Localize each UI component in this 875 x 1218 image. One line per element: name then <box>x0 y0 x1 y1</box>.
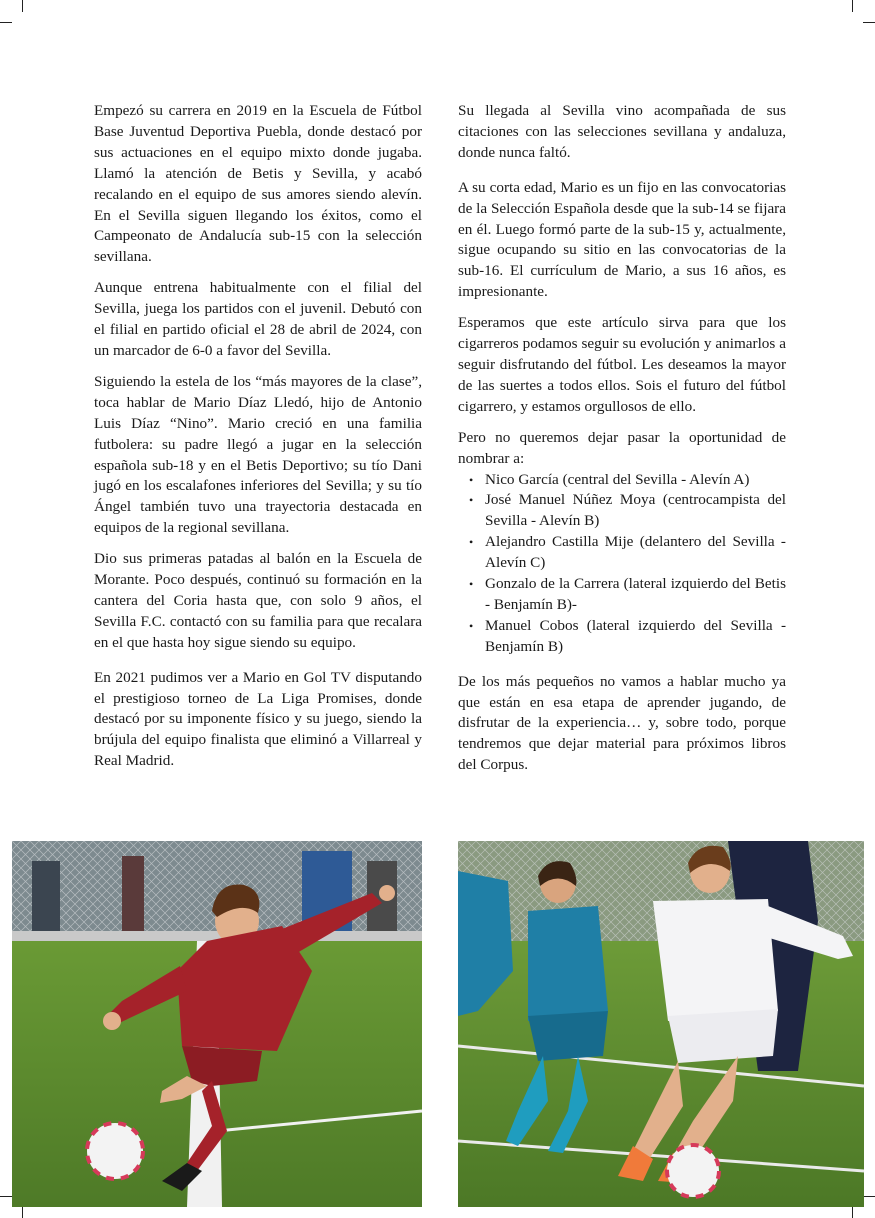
crop-mark-top-right-h <box>863 22 875 23</box>
paragraph-career-start: Empezó su carrera en 2019 en la Escuela de Fútbol Base Juventud Deportiva Puebla, donde destacó por sus actuaciones en el equipo mixto donde jugaba. Llamó la atención de Betis y Sevilla, y acabó recalando en el equipo de sus amores siendo alevín. En el Sevilla siguen llegando los éxitos, como el Campeonato de Andalucía sub-15 con la selección sevillana. <box>94 102 422 266</box>
players-blue-vs-white-photo <box>458 841 864 1207</box>
crop-mark-bottom-left-h <box>0 1196 12 1197</box>
list-item: • Manuel Cobos (lateral izquierdo del Sevilla - Benjamín B) <box>458 616 786 658</box>
paragraph-filial: Aunque entrena habitualmente con el filial del Sevilla, juega los partidos con el juvenil. Debutó con el filial en partido oficial el 28 de abril de 2024, con un marcador de 6-0 a favor del Sevilla. <box>94 279 422 359</box>
paragraph-closing: De los más pequeños no vamos a hablar mucho ya que están en esa etapa de aprender jugando, de disfrutar de la experiencia… y, sobre todo, porque tendremos que dejar material para próximos libros del Corpus. <box>458 672 786 774</box>
crop-mark-bottom-right-h <box>863 1196 875 1197</box>
left-column <box>94 101 422 782</box>
paragraph-mario-diaz: Siguiendo la estela de los “más mayores de la clase”, toca hablar de Mario Díaz Lledó, hijo de Antonio Luis Díaz “Nino”. Mario creció en una familia futbolera: su padre llegó a jugar en la selección española sub-18 y en el Betis Deportivo; su tío Dani jugó en los escalafones inferiores del Sevilla; y su tío Ángel también tuvo una trayectoria destacada en equipos de la regional sevillana. <box>94 372 422 537</box>
crop-mark-bottom-left-v <box>22 1206 23 1218</box>
player-red-kit-kicking-photo <box>12 841 422 1207</box>
paragraph-selecciones: Su llegada al Sevilla vino acompañada de sus citaciones con las selecciones sevillana y andaluza, donde nunca faltó. <box>458 102 786 161</box>
right-column <box>458 101 786 786</box>
paragraph-morante: Dio sus primeras patadas al balón en la Escuela de Morante. Poco después, continuó su formación en la cantera del Coria hasta que, con solo 9 años, el Sevilla F.C. contactó con su familia para que recalara en el que hasta hoy sigue siendo su equipo. <box>94 550 422 651</box>
paragraph-esperamos: Esperamos que este artículo sirva para que los cigarreros podamos seguir su evolución y animarlos a seguir disfrutando del fútbol. Les deseamos la mayor de las suertes a todos ellos. Sois el futuro del fútbol cigarrero, y estamos orgullosos de ello. <box>458 314 786 415</box>
list-item: • Alejandro Castilla Mije (delantero del Sevilla - Alevín C) <box>458 532 786 574</box>
paragraph-seleccion-espanola: A su corta edad, Mario es un fijo en las convocatorias de la Selección Española desde que la sub-14 se fijara en él. Luego formó parte de la sub-15 y, actualmente, sigue ocupando su sitio en las convocatorias de la sub-16. El currículum de Mario, a sus 16 años, es impresionante. <box>458 178 786 301</box>
list-item: • Nico García (central del Sevilla - Alevín A) <box>458 470 786 491</box>
crop-mark-bottom-right-v <box>852 1206 853 1218</box>
list-item: • Gonzalo de la Carrera (lateral izquierdo del Betis - Benjamín B)- <box>458 574 786 616</box>
names-list <box>458 470 786 658</box>
list-item: • José Manuel Núñez Moya (centrocampista del Sevilla - Alevín B) <box>458 490 786 532</box>
crop-mark-top-left-v <box>22 0 23 12</box>
crop-mark-top-left-h <box>0 22 12 23</box>
paragraph-nombrar: Pero no queremos dejar pasar la oportunidad de nombrar a: <box>458 428 786 467</box>
crop-mark-top-right-v <box>852 0 853 12</box>
paragraph-gol-tv: En 2021 pudimos ver a Mario en Gol TV disputando el prestigioso torneo de La Liga Promises, donde destacó por su imponente físico y su juego, siendo la brújula del equipo finalista que eliminó a Villarreal y Real Madrid. <box>94 668 422 770</box>
